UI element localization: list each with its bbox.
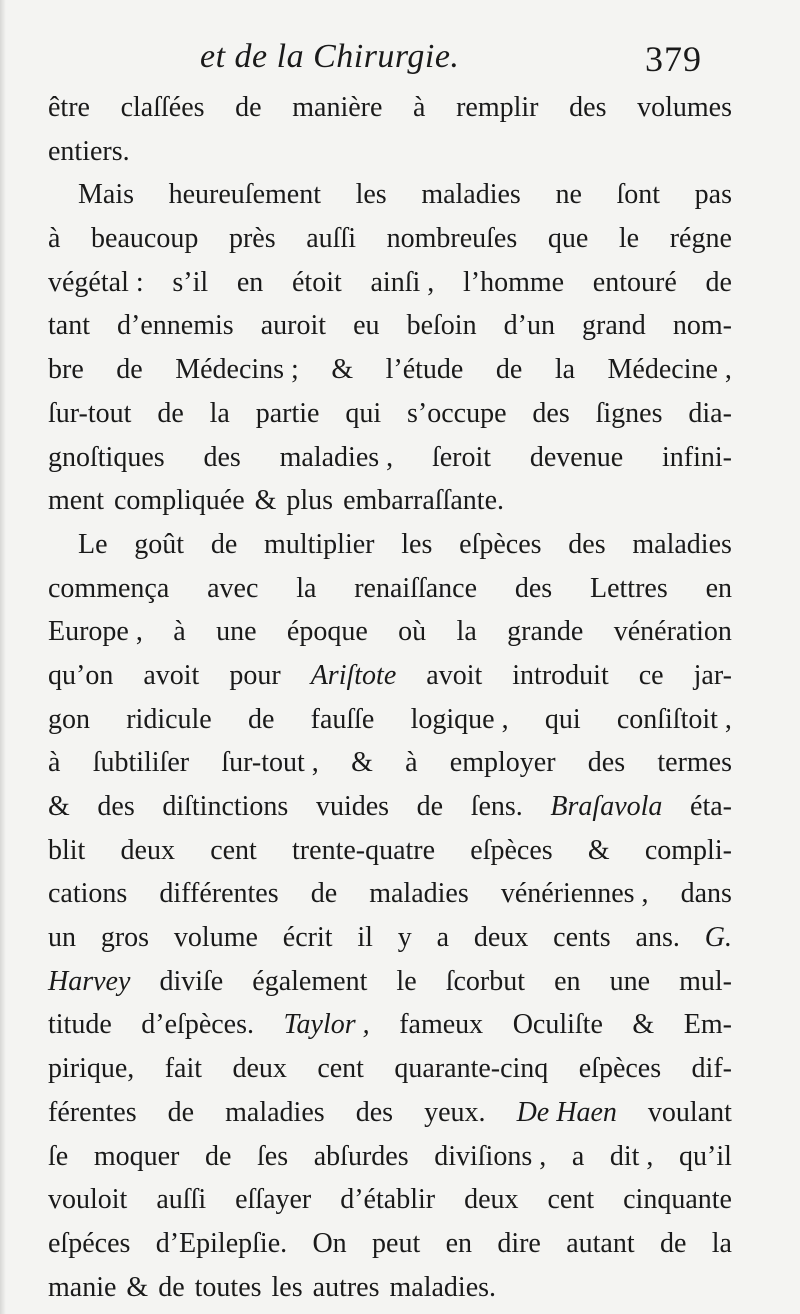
word: Médecins ; bbox=[175, 354, 299, 386]
word: de bbox=[495, 354, 523, 386]
word: maladies bbox=[421, 179, 521, 211]
word: jar- bbox=[693, 659, 732, 691]
word: qui bbox=[345, 397, 382, 429]
word: Lettres bbox=[590, 572, 668, 604]
word: manière bbox=[292, 92, 383, 123]
word: époque bbox=[286, 616, 368, 648]
word: deux bbox=[473, 922, 529, 954]
word: trente-quatre bbox=[292, 834, 436, 866]
word: d’établir bbox=[340, 1184, 436, 1216]
word: fameux bbox=[399, 1009, 484, 1041]
text-line bbox=[48, 304, 732, 348]
word: & bbox=[126, 1271, 149, 1303]
word: en bbox=[445, 1227, 472, 1259]
word: des bbox=[355, 1096, 394, 1128]
word: ainſi , bbox=[370, 266, 435, 298]
word: nombreuſes bbox=[386, 223, 518, 255]
word: grande bbox=[507, 616, 584, 648]
word: à bbox=[48, 747, 61, 779]
word: ſur-tout bbox=[48, 397, 132, 429]
word: vénération bbox=[613, 616, 732, 648]
word: moquer bbox=[93, 1140, 180, 1172]
word: dire bbox=[497, 1227, 541, 1259]
word: & bbox=[632, 1009, 655, 1041]
word: cent bbox=[317, 1053, 364, 1085]
word: avoit bbox=[426, 659, 483, 691]
word: volumes bbox=[637, 92, 732, 123]
word: conſiſtoit , bbox=[616, 703, 732, 735]
word: des bbox=[587, 747, 626, 779]
page-number: 379 bbox=[645, 39, 702, 79]
word: ſe bbox=[48, 1140, 69, 1172]
word: partie bbox=[255, 397, 320, 429]
text-line bbox=[48, 86, 732, 130]
text-line bbox=[48, 829, 732, 873]
word: férentes bbox=[48, 1096, 137, 1128]
word: eu bbox=[353, 310, 380, 342]
word: employer bbox=[449, 747, 556, 779]
word: y bbox=[397, 922, 412, 954]
word: & bbox=[254, 485, 277, 517]
page-edge-shadow bbox=[0, 0, 6, 1314]
text-line bbox=[48, 741, 732, 785]
word: heureuſement bbox=[168, 179, 321, 211]
word: vouloit bbox=[48, 1184, 128, 1216]
word: gon bbox=[48, 703, 90, 735]
word: de bbox=[235, 92, 262, 123]
word: eſpéces bbox=[48, 1227, 131, 1259]
word: ſens. bbox=[470, 791, 523, 822]
text-line bbox=[48, 916, 732, 960]
word: vénériennes , bbox=[500, 878, 649, 910]
text-line bbox=[48, 130, 732, 174]
word: peut bbox=[372, 1227, 421, 1259]
word: abſurdes bbox=[313, 1140, 409, 1172]
word: étoit bbox=[292, 266, 342, 298]
word: nom- bbox=[672, 310, 732, 342]
word: autres bbox=[312, 1271, 380, 1303]
word: & bbox=[351, 747, 373, 779]
word: des bbox=[569, 92, 607, 123]
text-line bbox=[48, 436, 732, 480]
word: cent bbox=[210, 834, 257, 866]
word: maladies , bbox=[279, 441, 394, 473]
word: beſoin bbox=[406, 310, 477, 342]
word: les bbox=[355, 179, 387, 211]
text-line bbox=[48, 1091, 732, 1135]
text-line bbox=[48, 217, 732, 261]
word: de bbox=[204, 1140, 232, 1172]
word: qui bbox=[544, 703, 581, 735]
word: Taylor , bbox=[283, 1009, 370, 1041]
word: l’étude bbox=[385, 354, 464, 386]
word: également bbox=[252, 965, 368, 997]
text-line bbox=[48, 479, 732, 523]
word: être bbox=[48, 92, 90, 123]
word: la bbox=[554, 354, 576, 386]
word: d’ennemis bbox=[117, 310, 234, 342]
text-line bbox=[48, 785, 732, 829]
word: Le bbox=[78, 528, 108, 560]
word: ſeroit bbox=[431, 441, 492, 473]
word: à bbox=[405, 747, 418, 779]
word: pour bbox=[229, 659, 281, 691]
word: éta- bbox=[690, 791, 732, 822]
word: de bbox=[310, 878, 338, 910]
word: ſont bbox=[616, 179, 661, 211]
word: des bbox=[514, 572, 553, 604]
word: cent bbox=[547, 1184, 595, 1216]
word: où bbox=[398, 616, 427, 648]
word: ſubtiliſer bbox=[92, 747, 190, 779]
word: le bbox=[396, 965, 417, 997]
word: à bbox=[413, 92, 426, 123]
text-line bbox=[48, 1266, 732, 1310]
word: cents bbox=[553, 922, 611, 954]
word: entiers. bbox=[48, 135, 130, 167]
word: mul- bbox=[679, 965, 732, 997]
word: ans. bbox=[635, 922, 680, 954]
word: les bbox=[271, 1271, 303, 1303]
word: près bbox=[228, 223, 276, 255]
word: grand bbox=[582, 310, 646, 342]
word: dia- bbox=[688, 397, 732, 429]
word: quarante-cinq bbox=[394, 1053, 549, 1085]
word: un bbox=[48, 922, 76, 954]
word: fait bbox=[164, 1053, 203, 1085]
word: vuides bbox=[315, 791, 390, 822]
word: des bbox=[203, 441, 241, 473]
word: cations bbox=[48, 878, 128, 910]
word: avoit bbox=[143, 659, 200, 691]
text-line bbox=[48, 1222, 732, 1266]
body-text bbox=[48, 86, 732, 1309]
word: ſignes bbox=[595, 397, 663, 429]
text-line bbox=[48, 1178, 732, 1222]
word: infini- bbox=[661, 441, 732, 473]
word: s’occupe bbox=[407, 397, 507, 429]
word: différentes bbox=[159, 878, 279, 910]
word: ſur-tout , bbox=[221, 747, 319, 779]
word: avec bbox=[207, 572, 259, 604]
text-line bbox=[48, 1135, 732, 1179]
word: ſes bbox=[257, 1140, 289, 1172]
word: de bbox=[167, 1096, 195, 1128]
word: bre bbox=[48, 354, 84, 386]
word: blit bbox=[48, 834, 86, 866]
word: de bbox=[416, 791, 444, 822]
word: écrit bbox=[282, 922, 333, 954]
word: que bbox=[547, 223, 589, 255]
word: des bbox=[97, 791, 135, 822]
word: maladies bbox=[632, 528, 732, 560]
word: de bbox=[247, 703, 275, 735]
word: multiplier bbox=[264, 528, 375, 560]
word: deux bbox=[120, 834, 175, 866]
word: remplir bbox=[456, 92, 539, 123]
word: d’eſpèces. bbox=[141, 1009, 255, 1041]
word: fauſſe bbox=[310, 703, 375, 735]
word: à bbox=[48, 223, 61, 255]
word: tant bbox=[48, 310, 90, 342]
word: De Haen bbox=[516, 1096, 617, 1128]
word: il bbox=[357, 922, 373, 954]
word: les bbox=[401, 528, 433, 560]
text-line bbox=[48, 392, 732, 436]
word: de bbox=[705, 266, 732, 298]
word: toutes bbox=[194, 1271, 262, 1303]
text-line bbox=[48, 348, 732, 392]
word: diviſions , bbox=[434, 1140, 547, 1172]
word: des bbox=[568, 528, 606, 560]
word: autant bbox=[566, 1227, 635, 1259]
word: Oculiſte bbox=[512, 1009, 603, 1041]
word: & bbox=[587, 834, 610, 866]
text-line bbox=[48, 872, 732, 916]
word: l’homme bbox=[462, 266, 565, 298]
word: ridicule bbox=[126, 703, 212, 735]
word: Ariſtote bbox=[310, 659, 397, 691]
word: gros bbox=[100, 922, 150, 954]
word: voulant bbox=[647, 1096, 732, 1128]
word: en bbox=[236, 266, 264, 298]
word: plus bbox=[286, 485, 334, 517]
word: pirique, bbox=[48, 1053, 135, 1085]
word: volume bbox=[173, 922, 258, 954]
word: cinquante bbox=[623, 1184, 732, 1216]
word: commença bbox=[48, 572, 170, 604]
word: Harvey bbox=[48, 965, 131, 997]
word: introduit bbox=[512, 659, 609, 691]
word: de bbox=[659, 1227, 687, 1259]
word: compliquée bbox=[114, 485, 245, 517]
word: diſtinctions bbox=[162, 791, 289, 822]
word: la bbox=[209, 397, 230, 429]
word: d’Epilepſie. bbox=[155, 1227, 288, 1259]
word: compli- bbox=[644, 834, 732, 866]
word: ne bbox=[555, 179, 582, 211]
word: dif- bbox=[691, 1053, 732, 1085]
word: auſſi bbox=[306, 223, 356, 255]
word: en bbox=[705, 572, 732, 604]
word: maladies bbox=[225, 1096, 325, 1128]
word: Médecine , bbox=[607, 354, 732, 386]
text-line bbox=[48, 654, 732, 698]
word: des bbox=[532, 397, 570, 429]
word: eſpèces bbox=[470, 834, 553, 866]
word: On bbox=[312, 1227, 347, 1259]
word: G. bbox=[704, 922, 732, 954]
word: dit , bbox=[609, 1140, 654, 1172]
word: entouré bbox=[592, 266, 677, 298]
word: manie bbox=[48, 1271, 117, 1303]
word: eſpèces bbox=[578, 1053, 662, 1085]
word: le bbox=[618, 223, 640, 255]
word: claſſées bbox=[120, 92, 205, 123]
word: ſcorbut bbox=[445, 965, 526, 997]
word: en bbox=[554, 965, 581, 997]
word: deux bbox=[232, 1053, 287, 1085]
word: maladies bbox=[369, 878, 469, 910]
word: de bbox=[116, 354, 143, 386]
text-line bbox=[48, 1003, 732, 1047]
word: qu’on bbox=[48, 659, 114, 691]
word: de bbox=[158, 1271, 185, 1303]
text-line bbox=[48, 173, 732, 217]
word: auroit bbox=[260, 310, 327, 342]
word: végétal : bbox=[48, 266, 144, 298]
word: deux bbox=[464, 1184, 519, 1216]
word: une bbox=[216, 616, 257, 648]
word: d’un bbox=[503, 310, 555, 342]
word: yeux. bbox=[424, 1096, 486, 1128]
word: de bbox=[210, 528, 238, 560]
word: termes bbox=[657, 747, 732, 779]
text-line bbox=[48, 610, 732, 654]
text-line bbox=[48, 698, 732, 742]
word: & bbox=[48, 791, 70, 822]
word: renaiſſance bbox=[354, 572, 478, 604]
text-line bbox=[48, 523, 732, 567]
word: a bbox=[571, 1140, 585, 1172]
word: devenue bbox=[529, 441, 624, 473]
word: auſſi bbox=[156, 1184, 207, 1216]
word: la bbox=[296, 572, 317, 604]
word: maladies. bbox=[389, 1271, 497, 1303]
word: Europe , bbox=[48, 616, 143, 648]
word: à bbox=[173, 616, 186, 648]
running-title: et de la Chirurgie. bbox=[200, 38, 460, 75]
word: de bbox=[157, 397, 184, 429]
word: ce bbox=[638, 659, 664, 691]
word: diviſe bbox=[159, 965, 224, 997]
word: dans bbox=[680, 878, 732, 910]
text-line bbox=[48, 960, 732, 1004]
word: logique , bbox=[410, 703, 509, 735]
text-line bbox=[48, 261, 732, 305]
word: titude bbox=[48, 1009, 112, 1041]
word: qu’il bbox=[679, 1140, 732, 1172]
word: Mais bbox=[78, 179, 134, 211]
word: Braſavola bbox=[550, 791, 663, 822]
word: ment bbox=[48, 485, 104, 517]
word: beaucoup bbox=[91, 223, 199, 255]
word: embarraſſante. bbox=[343, 485, 504, 517]
word: Em- bbox=[683, 1009, 732, 1041]
word: s’il bbox=[172, 266, 209, 298]
word: gnoſtiques bbox=[48, 441, 165, 473]
text-line bbox=[48, 1047, 732, 1091]
word: eſſayer bbox=[235, 1184, 312, 1216]
word: régne bbox=[669, 223, 732, 255]
word: une bbox=[609, 965, 651, 997]
word: la bbox=[456, 616, 477, 648]
word: & bbox=[331, 354, 354, 386]
word: goût bbox=[134, 528, 185, 560]
text-line bbox=[48, 567, 732, 611]
word: la bbox=[711, 1227, 732, 1259]
word: a bbox=[436, 922, 450, 954]
word: eſpèces bbox=[459, 528, 542, 560]
word: pas bbox=[694, 179, 732, 211]
